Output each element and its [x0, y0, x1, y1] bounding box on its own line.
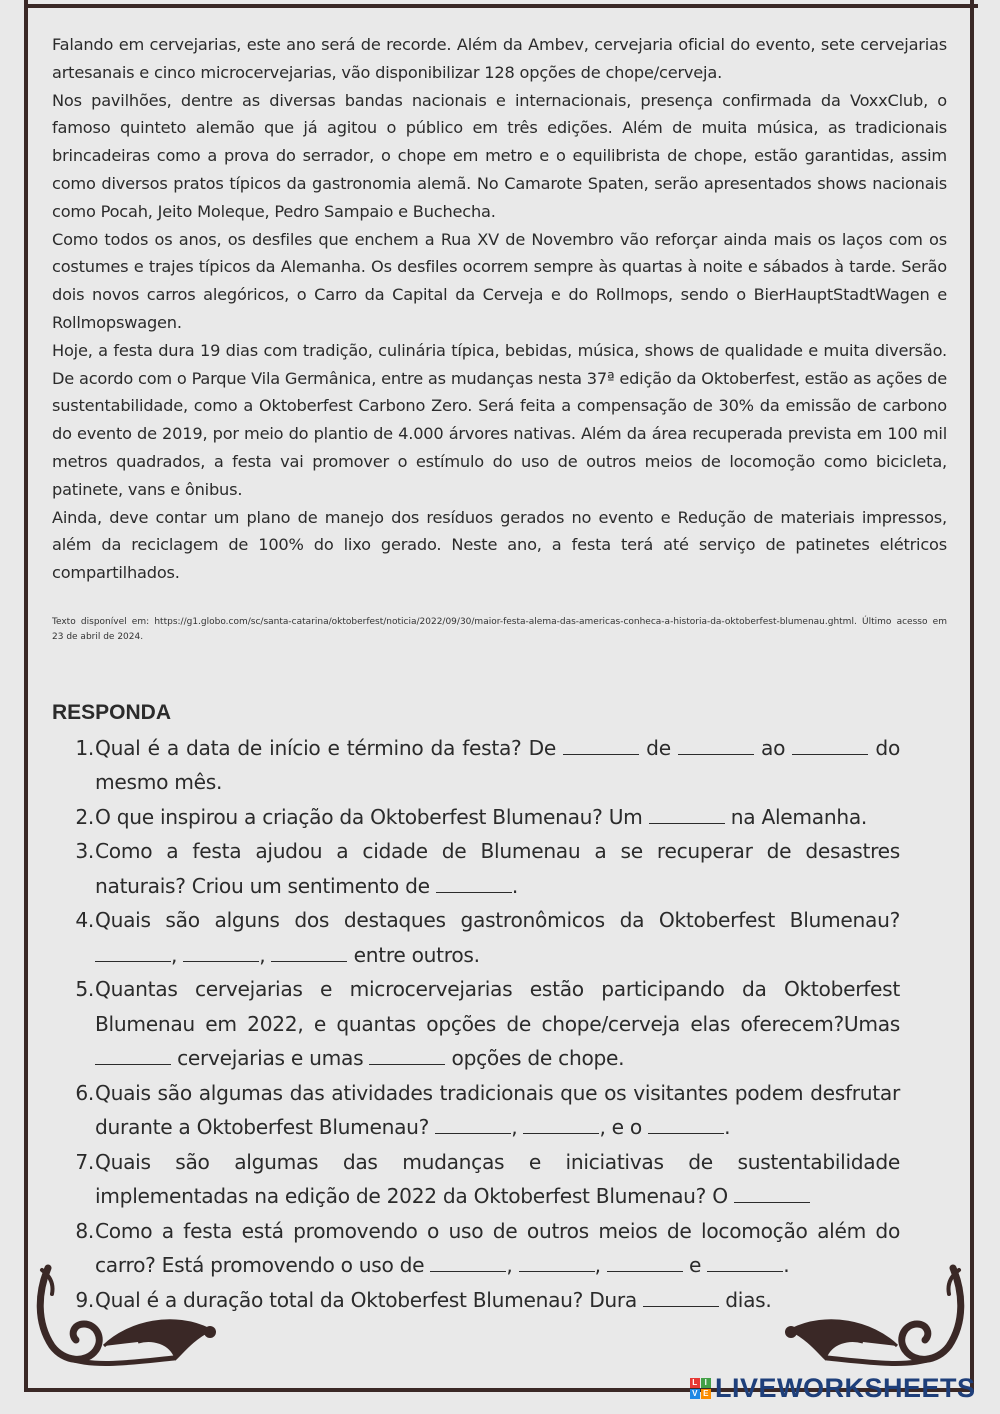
answer-blank[interactable]: [519, 1251, 595, 1272]
question-text: cervejarias e umas: [171, 1046, 370, 1071]
answer-blank[interactable]: [271, 941, 347, 962]
question-text: na Alemanha.: [724, 804, 868, 829]
answer-blank[interactable]: [707, 1251, 783, 1272]
article-text: [52, 31, 947, 587]
question-list: [52, 731, 900, 1318]
question-text: do mesmo mês.: [95, 735, 900, 795]
paragraph: Ainda, deve contar um plano de manejo dos resíduos gerados no evento e Redução de materiais impressos, além da reciclagem de 100% do lixo gerado. Neste ano, a festa terá até serviço de patinetes elétricos compartilhados.: [52, 507, 947, 583]
question-number: 6.: [75, 1080, 94, 1105]
answer-blank[interactable]: [369, 1044, 445, 1065]
question-text: .: [724, 1115, 731, 1140]
logo-letter: V: [690, 1389, 700, 1399]
question-item: [52, 903, 900, 972]
answer-blank[interactable]: [678, 734, 754, 755]
question-text: opções de chope.: [445, 1046, 625, 1071]
answer-blank[interactable]: [430, 1251, 506, 1272]
source-citation: Texto disponível em: https://g1.globo.com/sc/santa-catarina/oktoberfest/noticia/2022/09/30/maior-festa-alema-das-americas-conheca-a-historia-da-oktoberfest-blumenau.ghtml. Último acesso em 23 de abril de 2024.: [52, 616, 947, 642]
answer-blank[interactable]: [435, 1113, 511, 1134]
question-item: [52, 972, 900, 1076]
answer-blank[interactable]: [523, 1113, 599, 1134]
answer-blank[interactable]: [563, 734, 639, 755]
question-number: 2.: [75, 804, 94, 829]
question-number: 1.: [75, 735, 94, 760]
question-number: 8.: [75, 1218, 94, 1243]
liveworksheets-brand[interactable]: [690, 1373, 976, 1404]
left-flourish-ornament: [34, 1262, 219, 1372]
question-item: [52, 1145, 900, 1214]
answer-blank[interactable]: [734, 1182, 810, 1203]
question-text: O que inspirou a criação da Oktoberfest Blumenau? Um: [95, 804, 649, 829]
paragraph: Falando em cervejarias, este ano será de recorde. Além da Ambev, cervejaria oficial do evento, sete cervejarias artesanais e cinco microcervejarias, vão disponibilizar 128 opções de chope/cerveja.: [52, 35, 947, 82]
logo-letter: I: [701, 1378, 711, 1388]
question-item: [52, 834, 900, 903]
question-text: .: [783, 1253, 790, 1278]
question-text: ,: [171, 942, 184, 967]
question-text: Qual é a duração total da Oktoberfest Blumenau? Dura: [95, 1287, 644, 1312]
question-item: [52, 800, 900, 835]
answer-blank[interactable]: [95, 941, 171, 962]
question-text: ao: [753, 735, 793, 760]
question-text: ,: [259, 942, 272, 967]
question-text: de: [639, 735, 678, 760]
question-text: Quais são algumas das mudanças e iniciativas de sustentabilidade implementadas na edição de 2022 da Oktoberfest Blumenau? O: [95, 1149, 900, 1209]
logo-letter: L: [690, 1378, 700, 1388]
answer-blank[interactable]: [183, 941, 259, 962]
answer-blank[interactable]: [607, 1251, 683, 1272]
paragraph: Nos pavilhões, dentre as diversas bandas nacionais e internacionais, presença confirmada da VoxxClub, o famoso quinteto alemão que já agitou o público em três edições. Além de muita música, as tradicionais brincadeiras como a prova do serrador, o chope em metro e o equilibrista de chope, estão garantidas, assim como diversos pratos típicos da gastronomia alemã. No Camarote Spaten, serão apresentados shows nacionais como Pocah, Jeito Moleque, Pedro Sampaio e Buchecha.: [52, 90, 947, 221]
question-text: , e o: [599, 1115, 649, 1140]
paragraph: Hoje, a festa dura 19 dias com tradição, culinária típica, bebidas, música, shows de qualidade e muita diversão. De acordo com o Parque Vila Germânica, entre as mudanças nesta 37ª edição da Oktoberfest, estão as ações de sustentabilidade, como a Oktoberfest Carbono Zero. Será feita a compensação de 30% da emissão de carbono do evento de 2019, por meio do plantio de 4.000 árvores nativas. Além da área recuperada prevista em 100 mil metros quadrados, a festa vai promover o estímulo do uso de outros meios de locomoção como bicicleta, patinete, vans e ônibus.: [52, 340, 947, 499]
logo-letter: E: [701, 1389, 711, 1399]
question-text: Como a festa está promovendo o uso de outros meios de locomoção além do carro? Está promovendo o uso de: [95, 1218, 900, 1278]
answer-blank[interactable]: [648, 1113, 724, 1134]
question-text: Quais são algumas das atividades tradicionais que os visitantes podem desfrutar durante a Oktoberfest Blumenau?: [95, 1080, 900, 1140]
question-number: 3.: [75, 839, 94, 864]
question-text: Quantas cervejarias e microcervejarias estão participando da Oktoberfest Blumenau em 2022, e quantas opções de chope/cerveja elas oferecem?Umas: [95, 977, 900, 1036]
question-number: 4.: [75, 908, 94, 933]
question-text: ,: [506, 1253, 519, 1278]
liveworksheets-logo-icon: [690, 1378, 711, 1399]
question-text: entre outros.: [347, 942, 480, 967]
question-text: Qual é a data de início e término da festa? De: [95, 735, 564, 760]
question-text: Como a festa ajudou a cidade de Blumenau a se recuperar de desastres naturais? Criou um sentimento de: [95, 839, 900, 898]
question-text: ,: [511, 1115, 524, 1140]
question-number: 5.: [75, 977, 94, 1002]
question-text: dias.: [719, 1287, 772, 1312]
document-content: [52, 31, 947, 1317]
answer-blank[interactable]: [95, 1044, 171, 1065]
responda-heading: RESPONDA: [52, 700, 172, 724]
question-text: e: [682, 1253, 708, 1278]
answer-blank[interactable]: [436, 872, 512, 893]
paragraph: Como todos os anos, os desfiles que enchem a Rua XV de Novembro vão reforçar ainda mais os laços com os costumes e trajes típicos da Alemanha. Os desfiles ocorrem sempre às quartas à noite e sábados à tarde. Serão dois novos carros alegóricos, o Carro da Capital da Cerveja e do Rollmops, sendo o BierHauptStadtWagen e Rollmopswagen.: [52, 229, 947, 332]
answer-blank[interactable]: [649, 803, 725, 824]
question-number: 7.: [75, 1149, 94, 1174]
brand-text: LIVEWORKSHEETS: [715, 1373, 976, 1403]
question-text: ,: [594, 1253, 607, 1278]
answer-blank[interactable]: [643, 1286, 719, 1307]
right-flourish-ornament: [782, 1262, 967, 1372]
question-text: .: [511, 873, 518, 898]
question-number: 9.: [75, 1287, 94, 1312]
answer-blank[interactable]: [792, 734, 868, 755]
question-item: [52, 1076, 900, 1145]
question-item: [52, 731, 900, 800]
question-text: Quais são alguns dos destaques gastronômicos da Oktoberfest Blumenau?: [95, 908, 900, 933]
